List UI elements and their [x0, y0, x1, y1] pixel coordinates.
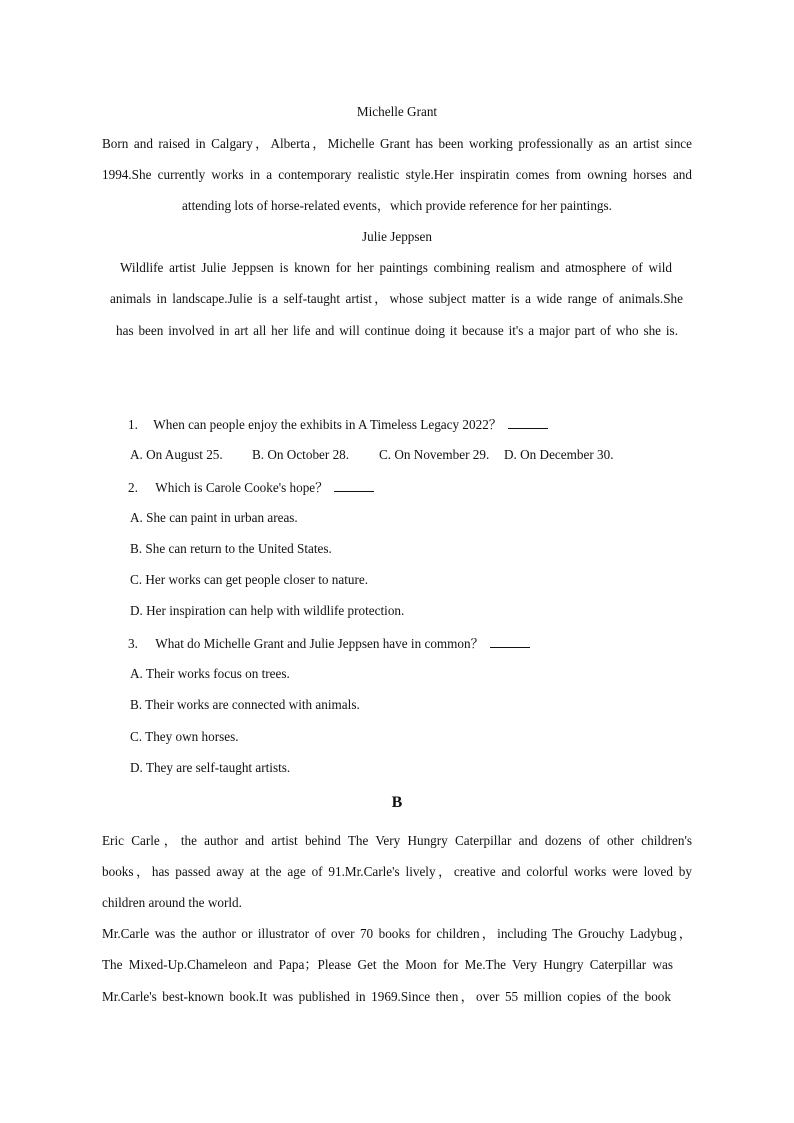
- option-d[interactable]: [130, 760, 290, 776]
- option-letter: C.: [379, 447, 392, 462]
- question-text: Which is Carole Cooke's hope？: [155, 480, 329, 495]
- answer-blank[interactable]: [490, 635, 530, 648]
- question-1: [128, 416, 548, 433]
- option-letter: D.: [130, 760, 143, 775]
- option-text: Her inspiration can help with wildlife protection.: [146, 603, 405, 618]
- paragraph-line: Mr.Carle's best-known book.It was published in 1969.Since then，over 55 million copies of the book: [102, 989, 671, 1004]
- option-text: On October 28.: [267, 447, 350, 462]
- answer-blank[interactable]: [334, 479, 374, 492]
- artist-bio-line: attending lots of horse-related events，which provide reference for her paintings.: [182, 198, 612, 213]
- option-c[interactable]: [130, 572, 368, 588]
- option-d[interactable]: [504, 447, 614, 463]
- option-letter: D.: [130, 603, 143, 618]
- option-letter: C.: [130, 572, 143, 587]
- artist-bio-line: has been involved in art all her life and will continue doing it because it's a major part of who she is.: [116, 323, 678, 338]
- option-letter: B.: [130, 541, 143, 556]
- question-number: 2.: [128, 480, 138, 495]
- option-text: On December 30.: [520, 447, 614, 462]
- option-letter: C.: [130, 729, 143, 744]
- artist-bio-line: animals in landscape.Julie is a self-taught artist，whose subject matter is a wide range of animals.She: [110, 291, 683, 306]
- option-letter: D.: [504, 447, 517, 462]
- section-heading-b: B: [391, 794, 403, 811]
- paragraph-line: Mr.Carle was the author or illustrator of over 70 books for children，including The Grouchy Ladybug，: [102, 926, 692, 941]
- paragraph-line: Eric Carle，the author and artist behind The Very Hungry Caterpillar and dozens of other children's: [102, 833, 692, 848]
- option-text: On November 29.: [394, 447, 490, 462]
- question-text: When can people enjoy the exhibits in A Timeless Legacy 2022？: [153, 417, 502, 432]
- option-c[interactable]: [130, 729, 239, 745]
- question-number: 1.: [128, 417, 138, 432]
- option-text: Their works focus on trees.: [145, 666, 290, 681]
- option-text: Her works can get people closer to nature.: [145, 572, 369, 587]
- option-text: Their works are connected with animals.: [145, 697, 360, 712]
- option-b[interactable]: [130, 541, 332, 557]
- artist-bio-line: 1994.She currently works in a contemporary realistic style.Her inspiratin comes from owning horses and: [102, 167, 692, 182]
- question-number: 3.: [128, 636, 138, 651]
- paragraph-line: books，has passed away at the age of 91.Mr.Carle's lively，creative and colorful works were loved by: [102, 864, 692, 879]
- question-2: [128, 479, 374, 496]
- option-b[interactable]: [252, 447, 379, 463]
- option-text: On August 25.: [146, 447, 223, 462]
- paragraph-line: children around the world.: [102, 895, 242, 910]
- option-d[interactable]: [130, 603, 404, 619]
- option-c[interactable]: [379, 447, 504, 463]
- question-text: What do Michelle Grant and Julie Jeppsen have in common？: [155, 636, 484, 651]
- option-a[interactable]: [130, 666, 290, 682]
- option-letter: B.: [130, 697, 143, 712]
- artist-bio-line: Born and raised in Calgary，Alberta，Michelle Grant has been working professionally as an artist since: [102, 136, 692, 151]
- option-text: They own horses.: [145, 729, 239, 744]
- question-3: [128, 635, 530, 652]
- artist-name-julie-jeppsen: Julie Jeppsen: [362, 229, 432, 244]
- option-letter: B.: [252, 447, 265, 462]
- option-letter: A.: [130, 510, 143, 525]
- option-b[interactable]: [130, 697, 360, 713]
- answer-blank[interactable]: [508, 416, 548, 429]
- option-text: She can return to the United States.: [145, 541, 332, 556]
- option-letter: A.: [130, 447, 143, 462]
- question-1-options: [130, 447, 614, 463]
- option-text: They are self-taught artists.: [145, 760, 291, 775]
- option-letter: A.: [130, 666, 143, 681]
- artist-name-michelle-grant: Michelle Grant: [356, 104, 438, 119]
- paragraph-line: The Mixed-Up.Chameleon and Papa；Please Get the Moon for Me.The Very Hungry Caterpillar was: [102, 957, 673, 972]
- option-a[interactable]: [130, 447, 252, 463]
- option-a[interactable]: [130, 510, 298, 526]
- option-text: She can paint in urban areas.: [146, 510, 298, 525]
- artist-bio-line: Wildlife artist Julie Jeppsen is known for her paintings combining realism and atmosphere of wild: [120, 260, 672, 275]
